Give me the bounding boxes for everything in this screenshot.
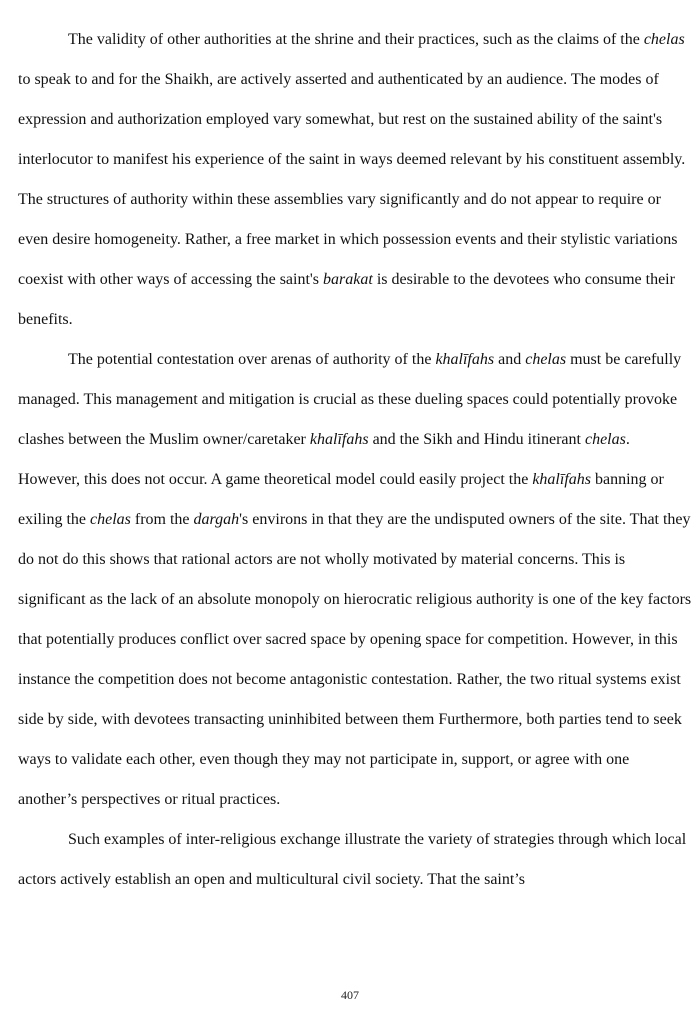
text-run: banning or exiling the	[18, 471, 664, 528]
italic-term: chelas	[89, 511, 131, 528]
paragraph-1	[18, 20, 692, 340]
text-run: 's environs in that they are the undisputed owners of the site. That they do not do this shows that rational actors are not wholly motivated by material concerns. This is significant as the lack of an absolute monopoly on hierocratic religious authority is one of the key factors that potentially produces conflict over sacred space by opening space for competition. However, in this instance the competition does not become antagonistic contestation. Rather, the two ritual systems exist side by side, with devotees transacting uninhibited between them Furthermore, both parties tend to seek ways to validate each other, even though they may not participate in, support, or agree with one another’s perspectives or ritual practices.	[18, 511, 692, 808]
italic-term: khalīfahs	[532, 471, 591, 488]
text-run: . However, this does not occur. A game theoretical model could easily project the	[18, 431, 630, 488]
italic-term: dargah	[193, 511, 240, 528]
text-run: must be carefully managed. This management and mitigation is crucial as these dueling spaces could potentially provoke clashes between the Muslim owner/caretaker	[18, 351, 682, 448]
text-run: and the Sikh and Hindu itinerant	[368, 431, 585, 448]
italic-term: chelas	[643, 31, 685, 48]
italic-term: khalīfahs	[309, 431, 369, 448]
paragraph-2	[18, 340, 692, 820]
text-run: is desirable to the devotees who consume their benefits.	[18, 271, 675, 328]
italic-term: chelas	[525, 351, 567, 368]
text-run: and	[494, 351, 526, 368]
italic-term: khalīfahs	[435, 351, 495, 368]
paragraph-3	[18, 820, 692, 900]
text-run: The validity of other authorities at the shrine and their practices, such as the claims of the	[68, 31, 644, 48]
text-run: from the	[130, 511, 194, 528]
text-run: The potential contestation over arenas of authority of the	[68, 351, 436, 368]
document-body	[18, 20, 692, 900]
text-run: Such examples of inter-religious exchange illustrate the variety of strategies through which local actors actively establish an open and multicultural civil society. That the saint’s	[18, 831, 687, 888]
text-run: to speak to and for the Shaikh, are actively asserted and authenticated by an audience. The modes of expression and authorization employed vary somewhat, but rest on the sustained ability of the saint's interlocutor to manifest his experience of the saint in ways deemed relevant by his constituent assembly. The structures of authority within these assemblies vary significantly and do not appear to require or even desire homogeneity. Rather, a free market in which possession events and their stylistic variations coexist with other ways of accessing the saint's	[18, 71, 686, 288]
page-number: 407	[341, 988, 359, 1002]
italic-term: chelas	[584, 431, 626, 448]
italic-term: barakat	[323, 271, 373, 288]
